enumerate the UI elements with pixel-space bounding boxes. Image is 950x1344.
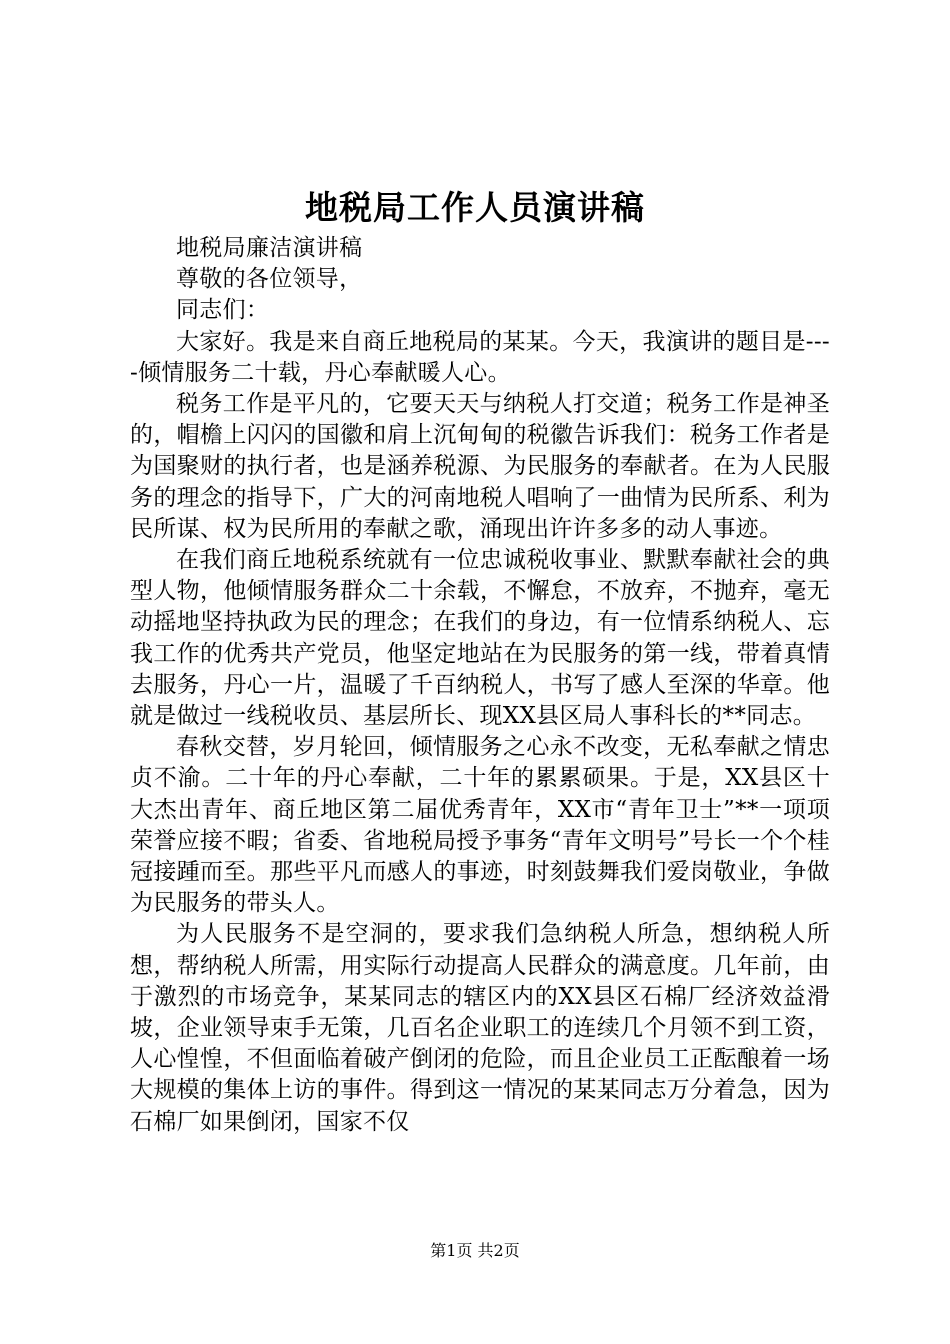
paragraph-subtitle: 地税局廉洁演讲稿 bbox=[176, 235, 363, 261]
document-title: 地税局工作人员演讲稿 bbox=[305, 188, 645, 227]
paragraph-greeting: 同志们： bbox=[176, 297, 270, 324]
paragraph-service: 为人民服务不是空洞的，要求我们急纳税人所急，想纳税人所想，帮纳税人所需，用实际行动提高人民群众的满意度。几年前，由于激烈的市场竞争，某某同志的辖区内的XX县区石棉厂经济效益滑坡，企业领导束手无策，几百名企业职工的连续几个月领不到工资，人心惶惶，不但面临着破产倒闭的危险，而且企业员工正酝酿着一场大规模的集体上访的事件。得到这一情况的某某同志万分着急，因为石棉厂如果倒闭，国家不仅 bbox=[130, 921, 830, 1135]
paragraph-honors: 春秋交替，岁月轮回，倾情服务之心永不改变，无私奉献之情忠贞不渝。二十年的丹心奉献，二十年的累累硕果。于是，XX县区十大杰出青年、商丘地区第二届优秀青年，XX市“青年卫士”**一项项荣誉应接不暇；省委、省地税局授予事务“青年文明号”号长一个个桂冠接踵而至。那些平凡而感人的事迹，时刻鼓舞我们爱岗敬业，争做为民服务的带头人。 bbox=[130, 734, 830, 917]
paragraph-model-person: 在我们商丘地税系统就有一位忠诚税收事业、默默奉献社会的典型人物，他倾情服务群众二十余载，不懈怠，不放弃，不抛弃，毫无动摇地坚持执政为民的理念；在我们的身边，有一位情系纳税人、忘我工作的优秀共产党员，他坚定地站在为民服务的第一线，带着真情去服务，丹心一片，温暖了千百纳税人，书写了感人至深的华章。他就是做过一线税收员、基层所长、现XX县区局人事科长的**同志。 bbox=[130, 547, 830, 730]
paragraph-tax-work: 税务工作是平凡的，它要天天与纳税人打交道；税务工作是神圣的，帽檐上闪闪的国徽和肩上沉甸甸的税徽告诉我们：税务工作者是为国聚财的执行者，也是涵养税源、为民服务的奉献者。在为人民服务的理念的指导下，广大的河南地税人唱响了一曲情为民所系、利为民所谋、权为民所用的奉献之歌，涌现出许许多多的动人事迹。 bbox=[130, 391, 830, 542]
document-body bbox=[130, 233, 830, 1138]
paragraph-intro: 大家好。我是来自商丘地税局的某某。今天，我演讲的题目是----倾情服务二十载，丹心奉献暖人心。 bbox=[130, 328, 830, 386]
page-number-footer: 第1页 共2页 bbox=[430, 1241, 520, 1260]
paragraph-salutation: 尊敬的各位领导， bbox=[176, 266, 363, 293]
